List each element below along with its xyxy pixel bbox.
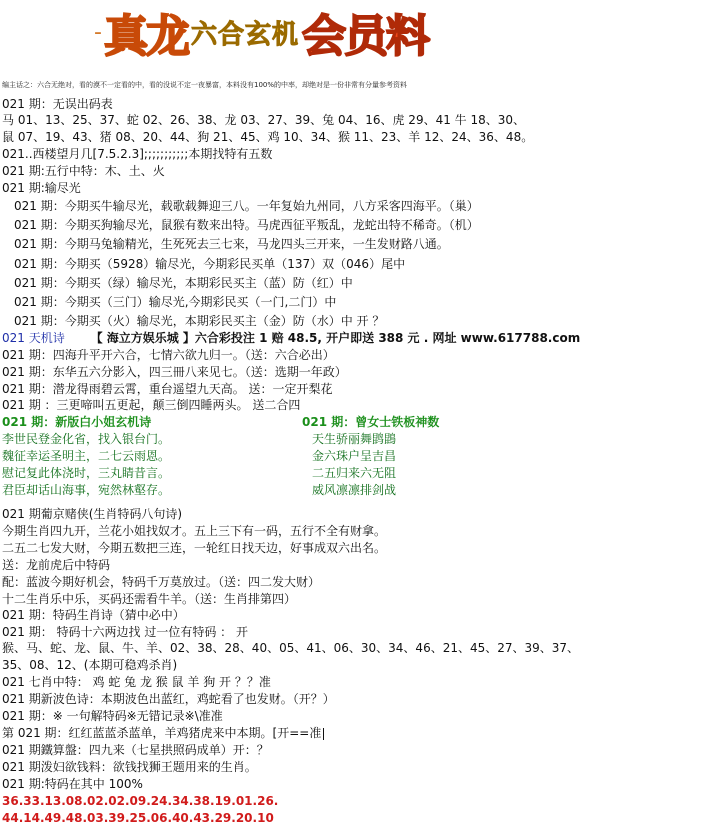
logo-middle-text: 六合玄机 xyxy=(190,19,299,50)
seven-zodiac-line: 021 七肖中特： 鸡 蛇 兔 龙 猴 鼠 羊 狗 开 ？？准 xyxy=(2,675,271,689)
gambler-poem-line-4: 配：蓝波今期好机会，特码千万莫放过。（送：四二发大财） xyxy=(2,575,321,589)
heaven-poem-line-2: 021 期：东华五六分影入，四三冊八来见七。（送：选期一年政） xyxy=(2,365,347,379)
poem-right-line-2: 金六珠户呈吉昌 xyxy=(312,449,397,463)
zodiac-poem-title: 021 期：特码生肖诗（猜中必中） xyxy=(2,608,185,622)
disclaimer-text: 编主话之：六合无绝对，看的漠不一定看的中，看的没说不定一夜暴富，本料没有100%的中率，却绝对是一份非常有分量参考资料 xyxy=(2,81,408,89)
numbers-row-2: 35、08、12、(本期可稳鸡杀肖) xyxy=(2,658,178,672)
text-cursor xyxy=(323,728,324,740)
one-sentence-line: 021 期：※ 一句解特码※无错记录※\准准 xyxy=(2,709,223,723)
poem-right-line-3: 二五归来六无阻 xyxy=(312,466,397,480)
gambler-poem-line-2: 二五二七发大财，今期五数把三连，一轮红日找天边，好事成双六出名。 xyxy=(2,541,387,555)
lose-all-line-1: 021 期：今期买牛输尽光，载歌载舞迎三八。一年复始九州同，八方采客四海平。（巢） xyxy=(14,199,479,213)
heaven-poem-line-1: 021 期：四海升平开六合，七情六欲九归一。（送：六合必出） xyxy=(2,348,335,362)
poem-right-line-1: 天生骄丽舞鹍鵾 xyxy=(312,432,397,446)
code-table-title: 021 期：无误出码表 xyxy=(2,97,113,111)
site-logo xyxy=(94,4,428,60)
poem-right-title: 021 期：曾女士铁板神数 xyxy=(302,415,440,429)
poem-right-line-4: 威风凛凛排剑战 xyxy=(312,483,397,497)
poem-left-line-1: 李世民登金化省，找入银台门。 xyxy=(2,432,171,446)
header-banner xyxy=(0,0,720,64)
lose-all-line-4: 021 期：今期买（5928）输尽光，今期彩民买单（137）双（046）尾中 xyxy=(14,257,406,271)
poem-left-line-3: 慰记复此体浇时，三丸睛昔言。 xyxy=(2,466,171,480)
gambler-poem-title: 021 期葡京赌侠(生肖特码八句诗) xyxy=(2,507,183,521)
heaven-poem-line-3: 021 期：潜龙得雨碧云霄，重台遥望九天高。 送：一定开梨花 xyxy=(2,382,333,396)
money-line: 021 期泼妇欲钱料：欲钱找狮王题用来的生肖。 xyxy=(2,760,257,774)
lose-all-line-7: 021 期：今期买（火）输尽光，本期彩民买主（金）防（水）中 开 ？ xyxy=(14,314,385,328)
heaven-poem-row xyxy=(2,330,580,346)
logo-prefix: - xyxy=(94,19,102,45)
casino-advert-link[interactable]: 【 海立方娱乐城 】六合彩投注 1 赔 48.5, 开户即送 388 元 . 网址 www.617788.com xyxy=(90,331,581,345)
lose-all-line-6: 021 期：今期买（三门）输尽光,今期彩民买（一门,二门）中 xyxy=(14,295,337,309)
heaven-poem-line-4: 021 期 ：三更啼叫五更起，颠三倒四睡两头。 送二合四 xyxy=(2,398,301,412)
code-table-row-2: 鼠 07、19、43、猪 08、20、44、狗 21、45、鸡 10、34、猴 11、23、羊 12、24、36、48。 xyxy=(2,130,534,144)
logo-left-text: 真龙 xyxy=(103,11,188,62)
five-elements-line: 021 期:五行中特：木、土、火 xyxy=(2,164,165,178)
special-code-title: 021 期:特码在其中 100% xyxy=(2,777,143,791)
lose-all-title: 021 期:输尽光 xyxy=(2,181,81,195)
gambler-poem-line-3: 送：龙前虎后中特码 xyxy=(2,558,111,572)
special-numbers-row-2: 44.14.49.48.03.39.25.06.40.43.29.20.10 xyxy=(2,811,274,825)
sixteen-sides-line: 021 期： 特码十六两边找 过一位有特码 ： 开 xyxy=(2,625,248,639)
poem-left-line-2: 魏征幸运圣明主，二七云雨恩。 xyxy=(2,449,171,463)
lose-all-line-3: 021 期：今期马兔输精光，生死死去三七来，马龙四头三开来，一生发财路八通。 xyxy=(14,237,449,251)
numbers-row-1: 猴、马、蛇、龙、鼠、牛、羊、02、38、28、40、05、41、06、30、34、46、21、45、27、39、37、 xyxy=(2,641,580,655)
red-blue-text: 第 021 期：红红蓝蓝杀蓝单，羊鸡猪虎来中本期。[开==准 xyxy=(2,726,322,740)
special-numbers-row-1: 36.33.13.08.02.02.09.24.34.38.19.01.26. xyxy=(2,794,279,808)
wave-color-line: 021 期新波色诗：本期波色出蓝红，鸡蛇看了也发财。（开？） xyxy=(2,692,335,706)
poem-left-title: 021 期：新版白小姐玄机诗 xyxy=(2,415,152,429)
poem-left-line-4: 君臣却话山海事，宛然林壑存。 xyxy=(2,483,171,497)
abacus-line: 021 期鐵算盤：四九来（七星拱照码成单）开：？ xyxy=(2,743,269,757)
gambler-poem-line-1: 今期生肖四九开，兰花小姐找奴才。五上三下有一码，五行不全有财拿。 xyxy=(2,524,387,538)
red-blue-line xyxy=(2,725,324,741)
code-table-row-1: 马 01、13、25、37、蛇 02、26、38、龙 03、27、39、兔 04、16、虎 29、41 牛 18、30、 xyxy=(2,113,526,127)
lose-all-line-2: 021 期：今期买狗输尽光，鼠猴有数来出特。马虎西征平叛乱，龙蛇出特不稀奇。（机） xyxy=(14,218,479,232)
heaven-poem-title: 021 天机诗 xyxy=(2,331,65,345)
gambler-poem-line-5: 十二生肖乐中乐，买码还需看牛羊。（送：生肖排第四） xyxy=(2,592,297,606)
west-tower-line: 021..西楼望月几[7.5.2.3];;;;;;;;;;;本期找特有五数 xyxy=(2,147,273,161)
lose-all-line-5: 021 期：今期买（绿）输尽光，本期彩民买主（蓝）防（红）中 xyxy=(14,276,353,290)
logo-right-text: 会员料 xyxy=(301,11,428,62)
